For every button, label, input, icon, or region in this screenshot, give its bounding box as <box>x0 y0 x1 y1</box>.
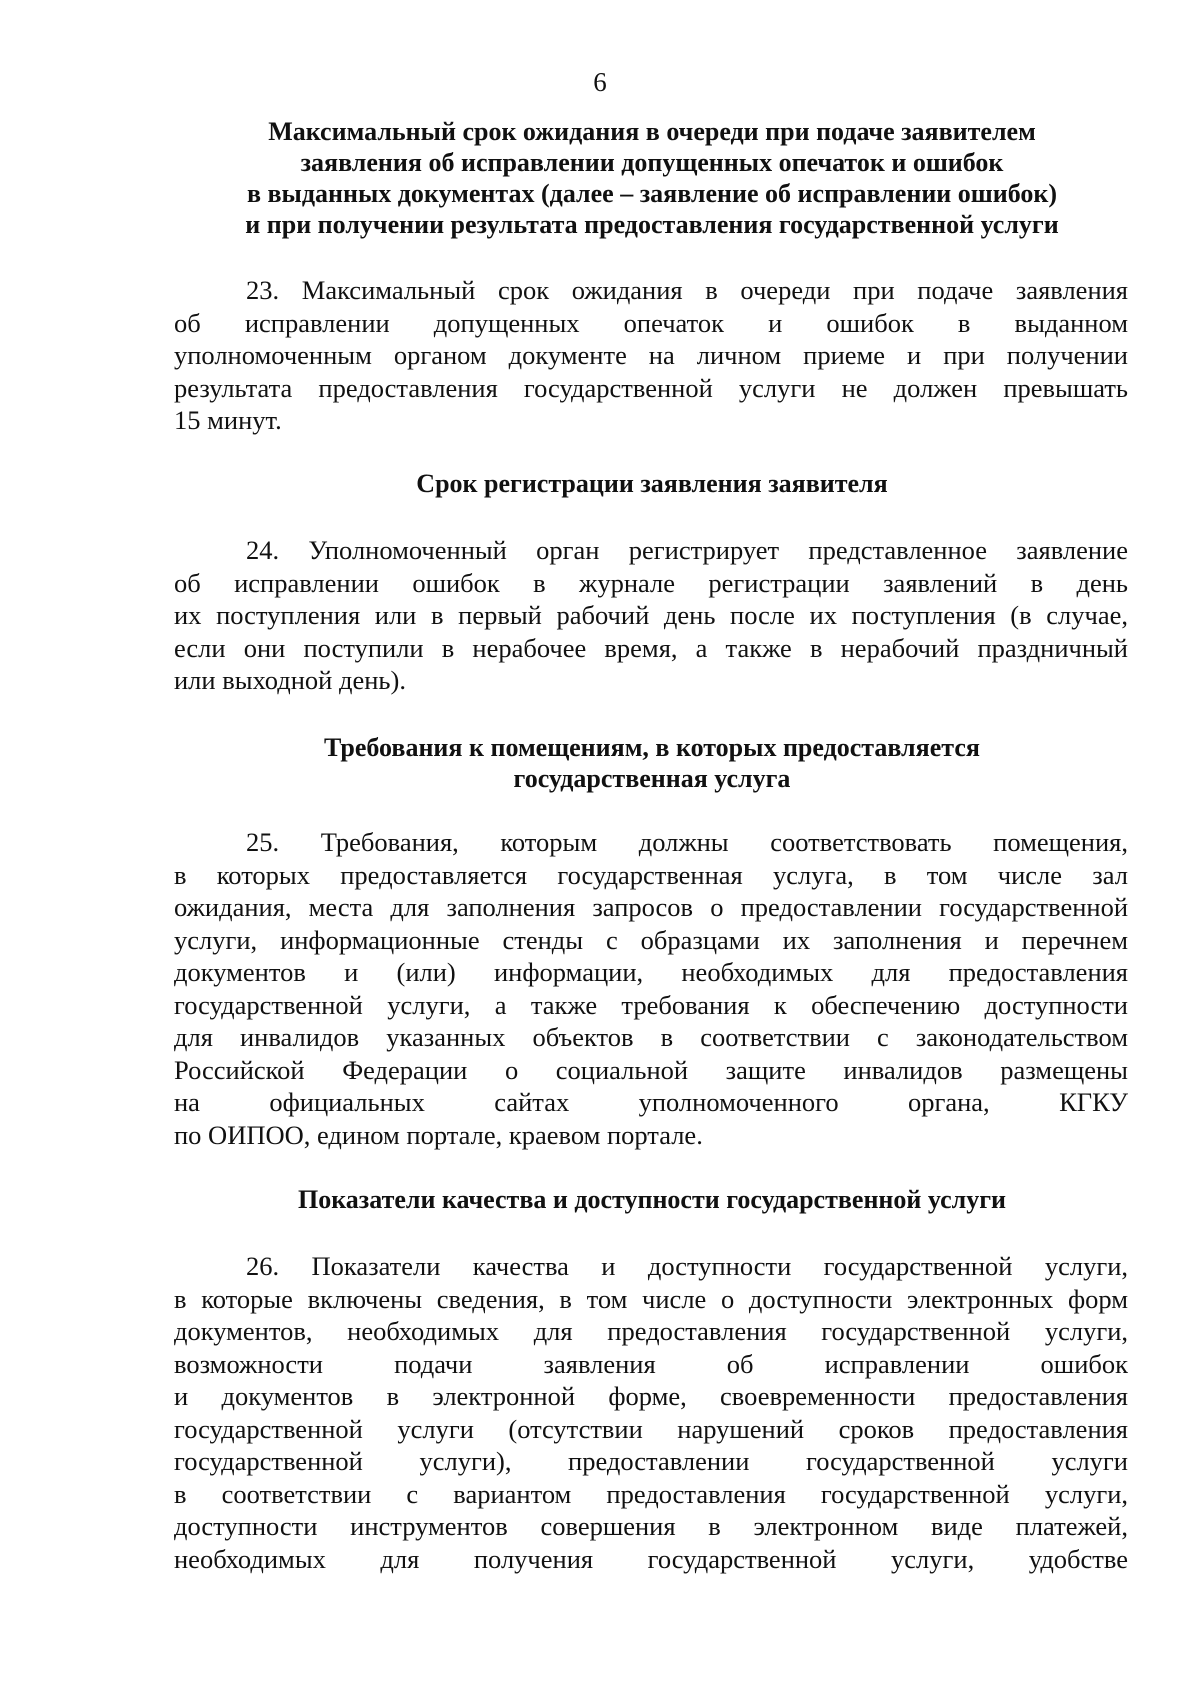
paragraph-25 <box>174 826 1128 1151</box>
paragraph-line: 24. Уполномоченный орган регистрирует представленное заявление <box>246 535 1128 565</box>
paragraph-line: в которые включены сведения, в том числе о доступности электронных форм <box>174 1283 1128 1314</box>
section-heading-premises <box>174 732 1130 794</box>
paragraph-line: и документов в электронной форме, своевременности предоставления <box>174 1381 1128 1411</box>
paragraph-line: их поступления или в первый рабочий день после их поступления (в случае, <box>174 600 1128 630</box>
paragraph-line: 26. Показатели качества и доступности государственной услуги, <box>246 1251 1128 1281</box>
paragraph-line: 25. Требования, которым должны соответствовать помещения, <box>246 827 1128 857</box>
paragraph-line: государственной услуги, а также требования к обеспечению доступности <box>174 989 1128 1020</box>
page-number: 6 <box>593 67 607 97</box>
heading-line: в выданных документах (далее – заявление об исправлении ошибок) <box>246 179 1058 208</box>
paragraph-line: доступности инструментов совершения в электронном виде платежей, <box>174 1511 1128 1541</box>
paragraph-line: на официальных сайтах уполномоченного органа, КГКУ <box>174 1087 1128 1117</box>
paragraph-line: необходимых для получения государственной услуги, удобстве <box>174 1543 1128 1574</box>
paragraph-line: по ОИПОО, едином портале, краевом портале. <box>174 1119 703 1150</box>
paragraph-line: 23. Максимальный срок ожидания в очереди при подаче заявления <box>246 275 1128 305</box>
paragraph-line: ожидания, места для заполнения запросов о предоставлении государственной <box>174 892 1128 922</box>
heading-line: государственная услуга <box>513 764 791 793</box>
paragraph-line: в которых предоставляется государственная услуга, в том числе зал <box>174 859 1128 890</box>
paragraph-line: для инвалидов указанных объектов в соответствии с законодательством <box>174 1022 1128 1052</box>
section-heading-queue-wait <box>174 116 1130 240</box>
heading-line: Срок регистрации заявления заявителя <box>416 469 888 498</box>
heading-line: Требования к помещениям, в которых предоставляется <box>324 733 980 762</box>
paragraph-line: об исправлении допущенных опечаток и ошибок в выданном <box>174 307 1128 338</box>
paragraph-26 <box>174 1250 1128 1575</box>
paragraph-line: результата предоставления государственной услуги не должен превышать <box>174 372 1128 403</box>
paragraph-line: услуги, информационные стенды с образцами их заполнения и перечнем <box>174 924 1128 955</box>
paragraph-line: уполномоченным органом документе на личном приеме и при получении <box>174 340 1128 370</box>
paragraph-line: государственной услуги (отсутствии нарушений сроков предоставления <box>174 1413 1128 1444</box>
paragraph-line: документов и (или) информации, необходимых для предоставления <box>174 957 1128 987</box>
paragraph-line: об исправлении ошибок в журнале регистрации заявлений в день <box>174 567 1128 598</box>
paragraph-line: государственной услуги), предоставлении государственной услуги <box>174 1446 1128 1476</box>
paragraph-line: или выходной день). <box>174 665 406 695</box>
paragraph-line: документов, необходимых для предоставления государственной услуги, <box>174 1316 1128 1346</box>
heading-line: Показатели качества и доступности государственной услуги <box>297 1185 1007 1214</box>
heading-line: Максимальный срок ожидания в очереди при подаче заявителем <box>268 117 1036 146</box>
paragraph-line: если они поступили в нерабочее время, а также в нерабочий праздничный <box>174 632 1128 663</box>
section-heading-registration <box>174 468 1130 499</box>
paragraph-line: в соответствии с вариантом предоставления государственной услуги, <box>174 1478 1128 1509</box>
paragraph-line: 15 минут. <box>174 405 282 435</box>
paragraph-23 <box>174 274 1128 437</box>
section-heading-quality <box>174 1184 1130 1215</box>
paragraph-24 <box>174 534 1128 697</box>
heading-line: и при получении результата предоставления государственной услуги <box>245 210 1059 239</box>
paragraph-line: возможности подачи заявления об исправлении ошибок <box>174 1348 1128 1379</box>
paragraph-line: Российской Федерации о социальной защите инвалидов размещены <box>174 1054 1128 1085</box>
heading-line: заявления об исправлении допущенных опечаток и ошибок <box>300 148 1004 177</box>
